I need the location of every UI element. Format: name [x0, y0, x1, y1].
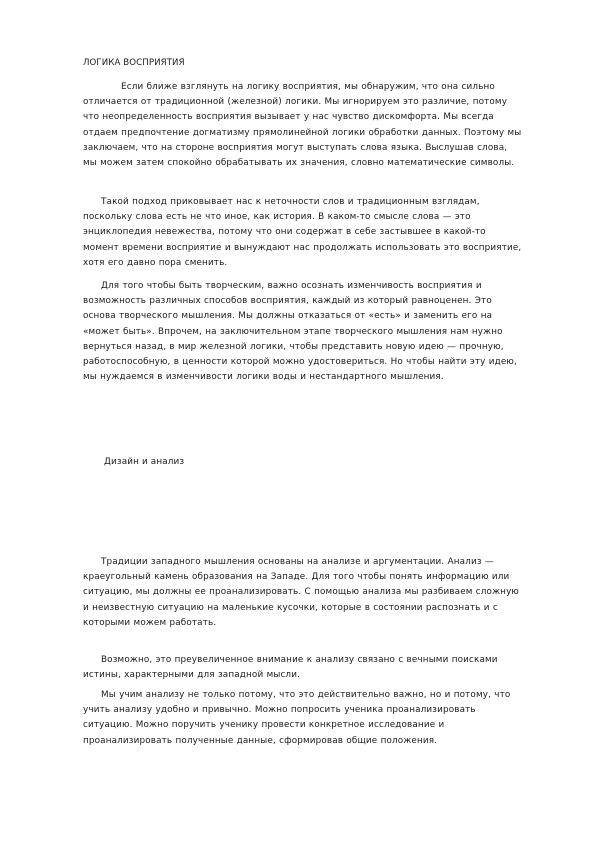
document-title: ЛОГИКА ВОСПРИЯТИЯ [83, 58, 185, 68]
section-paragraph-1: Традиции западного мышления основаны на анализе и аргументации. Анализ — краеугольный камень образования на Западе. Для того чтобы понять информацию или ситуацию, мы должны ее проанализировать. С помощью анализа мы разбиваем сложную и неизвестную ситуацию на маленькие кусочки, которые в состоянии распознать и с которыми можем работать. [83, 557, 519, 628]
section-heading: Дизайн и анализ [104, 457, 185, 467]
paragraph-1: Если ближе взглянуть на логику восприятия, мы обнаружим, что она сильно отличается от традиционной (железной) логики. Мы игнорируем это различие, потому что неопределенность восприятия вызывает у нас чувство дискомфорта. Мы всегда отдаем предпочтение догматизму прямолинейной логики обработки данных. Поэтому мы заключаем, что на стороне восприятия могут выступать слова языка. Выслушав слова, мы можем затем спокойно обрабатывать их значения, словно математические символы. [83, 82, 522, 169]
section-paragraph-3: Мы учим анализу не только потому, что это действительно важно, но и потому, что учить анализу удобно и привычно. Можно попросить ученика проанализировать ситуацию. Можно поручить ученику провести конкретное исследование и проанализировать полученные данные, сформировав общие положения. [83, 690, 511, 746]
paragraph-2: Такой подход приковывает нас к неточности слов и традиционным взглядам, поскольку слова есть не что иное, как история. В каком-то смысле слова — это энциклопедия невежества, потому что они содержат в себе застывшее в какой-то момент времени восприятие и вынуждают нас продолжать использовать это восприятие, хотя его давно пора сменить. [83, 197, 522, 268]
paragraph-3: Для того чтобы быть творческим, важно осознать изменчивость восприятия и возможность различных способов восприятия, каждый из который равноценен. Это основа творческого мышления. Мы должны отказаться от «есть» и заменить его на «может быть». Впрочем, на заключительном этапе творческого мышления нам нужно вернуться назад, в мир железной логики, чтобы представить новую идею — прочную, работоспособную, в ценности которой можно удостовериться. Но чтобы найти эту идею, мы нуждаемся в изменчивости логики воды и нестандартного мышления. [83, 281, 517, 383]
section-paragraph-2: Возможно, это преувеличенное внимание к анализу связано с вечными поисками истины, характерными для западной мысли. [83, 655, 498, 681]
